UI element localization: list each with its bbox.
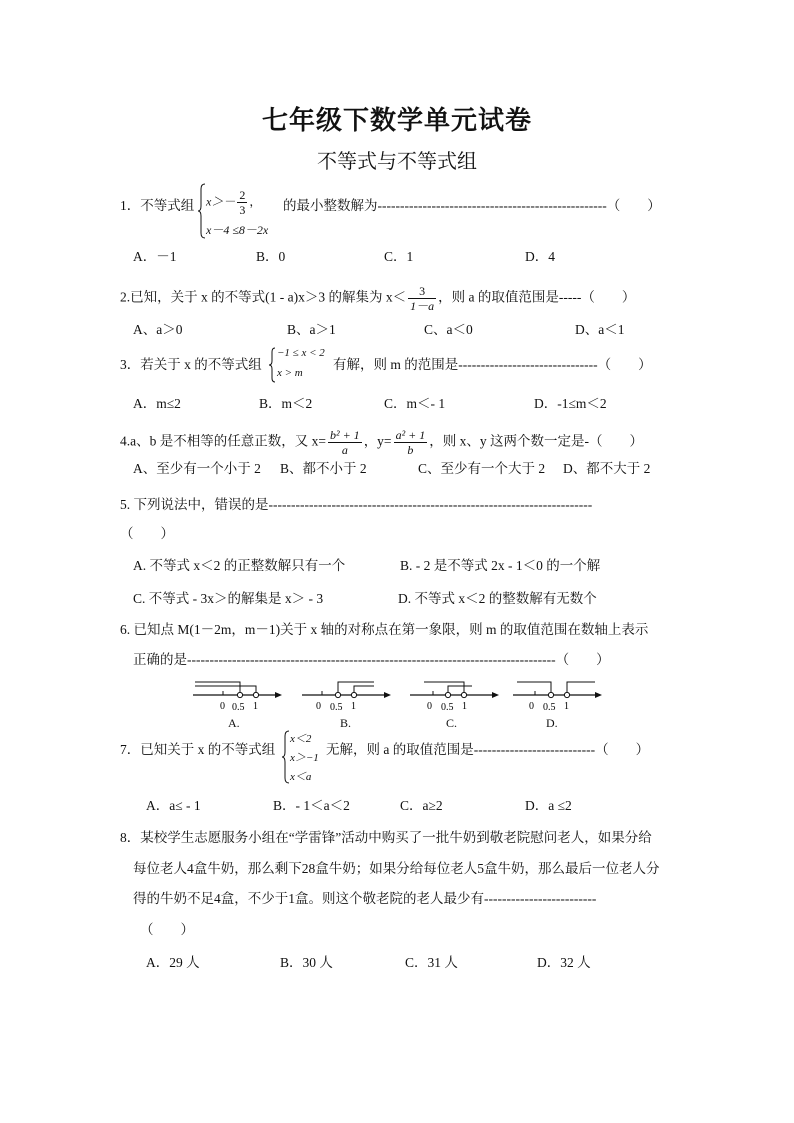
range-left (517, 682, 551, 695)
tick-label-one: 1 (462, 701, 467, 712)
q1-brace (198, 183, 206, 239)
number-line-b (302, 673, 392, 715)
q8-option-b: B．30 人 (280, 955, 333, 970)
q4-option-c: C、至少有一个大于 2 (418, 461, 546, 476)
q5-stem-line-2: （ ） (120, 526, 174, 541)
q2-stem: 2.已知，关于 x 的不等式(1 - a)x＞3 的解集为 x＜ $\frac{3}{1-a}$ ，则 a 的取值范围是-----（ ） (120, 284, 636, 313)
q4-fraction-y: $\frac{\text{a² + 1}}{b}$ (395, 428, 426, 457)
tick-label-half: 0.5 (543, 702, 556, 713)
q5-option-c: C. 不等式 - 3x＞的解集是 x＞ - 3 (133, 591, 324, 606)
q4-option-a: A、至少有一个小于 2 (133, 461, 261, 476)
q1-tail: 的最小整数解为---------------------------------------------------（ ） (283, 198, 661, 213)
q8-stem-line-1: 8．某校学生志愿服务小组在“学雷锋”活动中购买了一批牛奶到敬老院慰问老人，如果分给 (120, 830, 652, 845)
q5-option-d: D. 不等式 x＜2 的整数解有无数个 (398, 591, 597, 606)
number-line-b-label: B. (340, 716, 352, 730)
q8-option-c: C．31 人 (405, 955, 458, 970)
q5-option-a: A. 不等式 x＜2 的正整数解只有一个 (133, 558, 346, 573)
open-point-one (351, 692, 356, 697)
q7-tail: 无解，则 a 的取值范围是---------------------------（ ） (326, 742, 650, 757)
range-right (567, 682, 595, 695)
q7-system-line-2: x＞−1 (290, 752, 319, 764)
q7-stem: 7．已知关于 x 的不等式组 (120, 742, 276, 757)
q4-option-d: D、都不大于 2 (563, 461, 651, 476)
range-left (195, 682, 240, 695)
q6-stem-line-1: 6. 已知点 M(1－2m，m－1)关于 x 轴的对称点在第一象限，则 m 的取值范围在数轴上表示 (120, 622, 649, 637)
open-point-half (335, 692, 340, 697)
number-line-c-label: C. (446, 716, 458, 730)
tick-label-half: 0.5 (330, 702, 343, 713)
q1-option-b: B．0 (256, 249, 286, 264)
q3-brace (269, 347, 276, 383)
q6-stem-line-2: 正确的是----------------------------------------------------------------------------------（ ） (133, 652, 610, 667)
open-point-half (445, 692, 450, 697)
q1-option-c: C．1 (384, 249, 414, 264)
q8-option-a: A．29 人 (146, 955, 200, 970)
q3-option-c: C．m＜- 1 (384, 396, 446, 411)
tick-label-0: 0 (220, 701, 225, 712)
q1-stem: 1．不等式组 (120, 198, 195, 213)
q2-option-b: B、a＞1 (287, 322, 336, 337)
q1-system-line-1: x＞－ $\frac{2}{3}$ ， (206, 188, 262, 217)
q1-fraction: $\frac{2}{3}$ (239, 188, 246, 217)
q7-brace (282, 730, 290, 784)
q4-option-b: B、都不小于 2 (280, 461, 367, 476)
range-right-2 (354, 686, 374, 695)
q8-option-d: D．32 人 (537, 955, 591, 970)
axis-arrow (492, 692, 499, 698)
q3-option-d: D．-1≤m＜2 (534, 396, 607, 411)
q7-option-b: B．- 1＜a＜2 (273, 798, 350, 813)
q8-stem-line-2: 每位老人4盒牛奶，那么剩下28盒牛奶；如果分给每位老人5盒牛奶，那么最后一位老人分 (133, 861, 660, 876)
q3-stem: 3．若关于 x 的不等式组 (120, 357, 262, 372)
tick-label-half: 0.5 (232, 702, 245, 713)
q5-option-b: B. - 2 是不等式 2x - 1＜0 的一个解 (400, 558, 601, 573)
q2-option-d: D、a＜1 (575, 322, 625, 337)
tick-label-one: 1 (351, 701, 356, 712)
q3-system-line-2: x > m (277, 367, 303, 379)
page-title: 七年级下数学单元试卷 (261, 106, 532, 135)
q4-stem: 4.a、b 是不相等的任意正数，又 x= $\frac{\text{b² + 1}}{a}$ ，y= $\frac{\text{a² + 1}}{b}$ ，则 x、y 这两个数一定是-（ ） (120, 428, 644, 457)
axis-arrow (595, 692, 602, 698)
q8-stem-line-3: 得的牛奶不足4盒，不少于1盒。则这个敬老院的老人最少有------------------------- (133, 891, 597, 906)
range-left-2 (195, 686, 256, 695)
q8-stem-line-4: （ ） (140, 922, 194, 937)
q3-option-a: A．m≤2 (133, 396, 181, 411)
tick-label-half: 0.5 (441, 702, 454, 713)
q5-stem-line-1: 5. 下列说法中，错误的是------------------------------------------------------------------------ (120, 497, 593, 512)
q7-option-c: C．a≥2 (400, 798, 443, 813)
axis-arrow (384, 692, 391, 698)
q2-fraction: $\frac{3}{1-a}$ (410, 284, 435, 313)
number-line-a-label: A. (228, 716, 240, 730)
range-left (424, 682, 464, 695)
q3-system-line-1: −1 ≤ x < 2 (277, 347, 325, 359)
open-point-half (548, 692, 553, 697)
number-line-d (513, 673, 603, 715)
q7-system-line-3: x＜a (290, 771, 312, 783)
q2-option-a: A、a＞0 (133, 322, 183, 337)
number-line-c (410, 673, 500, 715)
tick-label-0: 0 (529, 701, 534, 712)
page-subtitle: 不等式与不等式组 (317, 151, 477, 173)
q3-tail: 有解，则 m 的范围是-------------------------------（ ） (333, 357, 652, 372)
q4-fraction-x: $\frac{\text{b² + 1}}{a}$ (329, 428, 360, 457)
q7-system-line-1: x＜2 (290, 733, 312, 745)
open-point-one (564, 692, 569, 697)
open-point-one (461, 692, 466, 697)
number-line-a (193, 673, 283, 715)
axis-arrow (275, 692, 282, 698)
open-point-half (237, 692, 242, 697)
tick-label-one: 1 (253, 701, 258, 712)
q3-option-b: B．m＜2 (259, 396, 313, 411)
open-point-one (253, 692, 258, 697)
tick-label-0: 0 (316, 701, 321, 712)
q1-option-a: A．－1 (133, 249, 177, 264)
tick-label-one: 1 (564, 701, 569, 712)
q7-option-a: A．a≤ - 1 (146, 798, 201, 813)
q1-system-line-2: x－4 ≤8－2x (206, 223, 269, 237)
tick-label-0: 0 (427, 701, 432, 712)
range-right (448, 686, 472, 695)
q2-option-c: C、a＜0 (424, 322, 473, 337)
number-line-d-label: D. (546, 716, 558, 730)
q1-option-d: D．4 (525, 249, 555, 264)
q7-option-d: D．a ≤2 (525, 798, 572, 813)
